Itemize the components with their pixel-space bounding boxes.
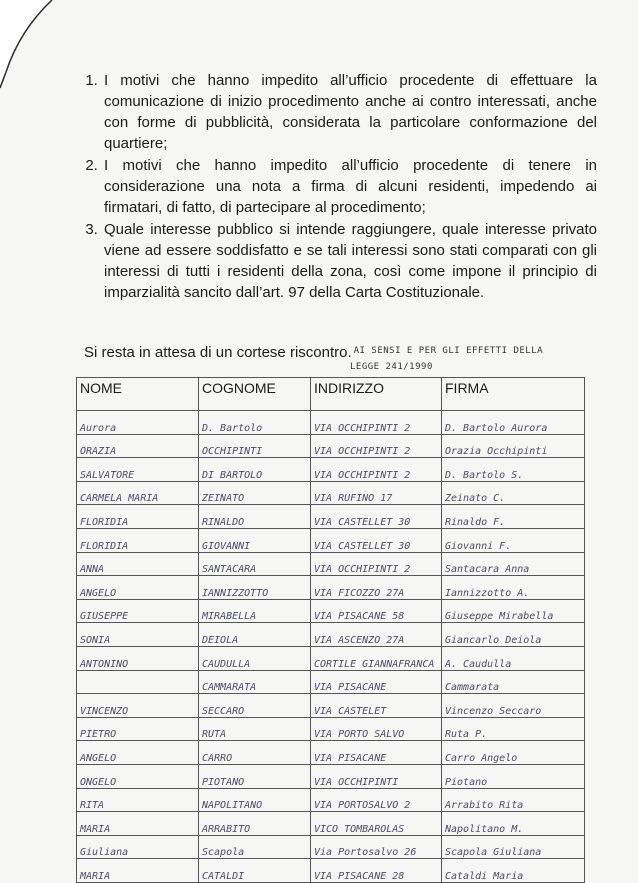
cell-cognome: Scapola	[199, 835, 311, 859]
cell-indirizzo: VIA CASTELLET 30	[311, 505, 442, 529]
cell-cognome: CARRO	[199, 741, 311, 765]
table-row	[77, 434, 585, 458]
cell-cognome: OCCHIPINTI	[199, 434, 311, 458]
cell-indirizzo: VIA PISACANE	[311, 670, 442, 694]
table-row	[77, 812, 585, 836]
table-row	[77, 505, 585, 529]
cell-cognome: PIOTANO	[199, 764, 311, 788]
cell-nome: ANNA	[77, 552, 199, 576]
cell-nome: MARIA	[77, 812, 199, 836]
cell-cognome: SANTACARA	[199, 552, 311, 576]
cell-firma: Piotano	[442, 764, 585, 788]
cell-cognome: DI BARTOLO	[199, 458, 311, 482]
cell-nome: PIETRO	[77, 717, 199, 741]
folded-corner	[0, 0, 90, 90]
cell-cognome: ZEINATO	[199, 481, 311, 505]
cell-cognome: RINALDO	[199, 505, 311, 529]
signature-rows	[77, 411, 585, 883]
cell-indirizzo: VIA CASTELET	[311, 694, 442, 718]
header-nome: NOME	[77, 378, 199, 411]
cell-indirizzo: VICO TOMBAROLAS	[311, 812, 442, 836]
cell-cognome: CAMMARATA	[199, 670, 311, 694]
cell-indirizzo: VIA PISACANE 58	[311, 599, 442, 623]
cell-nome: ANTONINO	[77, 646, 199, 670]
table-row	[77, 528, 585, 552]
table-row	[77, 694, 585, 718]
cell-nome: Aurora	[77, 411, 199, 435]
table-row	[77, 741, 585, 765]
table-row	[77, 599, 585, 623]
cell-indirizzo: CORTILE GIANNAFRANCA	[311, 646, 442, 670]
cell-indirizzo: VIA PISACANE 28	[311, 859, 442, 883]
cell-firma: D. Bartolo S.	[442, 458, 585, 482]
cell-nome: ANGELO	[77, 741, 199, 765]
cell-nome: FLORIDIA	[77, 505, 199, 529]
cell-indirizzo: VIA PISACANE	[311, 741, 442, 765]
cell-firma: Zeinato C.	[442, 481, 585, 505]
closing-text: Si resta in attesa di un cortese riscontro.	[84, 344, 352, 361]
cell-firma: D. Bartolo Aurora	[442, 411, 585, 435]
cell-cognome: CATALDI	[199, 859, 311, 883]
cell-indirizzo: VIA OCCHIPINTI 2	[311, 434, 442, 458]
cell-indirizzo: VIA OCCHIPINTI 2	[311, 458, 442, 482]
table-row	[77, 717, 585, 741]
cell-nome: ANGELO	[77, 576, 199, 600]
header-firma: FIRMA	[442, 378, 585, 411]
signature-table	[76, 377, 585, 883]
table-row	[77, 481, 585, 505]
cell-firma: Carro Angelo	[442, 741, 585, 765]
header-cognome: COGNOME	[199, 378, 311, 411]
cell-nome: ORAZIA	[77, 434, 199, 458]
handwritten-note-line1: AI SENSI E PER GLI EFFETTI DELLA	[353, 346, 544, 356]
table-row	[77, 835, 585, 859]
cell-nome: VINCENZO	[77, 694, 199, 718]
request-item-1: 1. I motivi che hanno impedito all’ufficio procedente di effettuare la comunicazione di inizio procedimento anche ai contro interessati, anche con forme di pubblicità, considerata la particolare conformazione del quartiere;	[102, 70, 597, 154]
cell-firma: Giovanni F.	[442, 528, 585, 552]
cell-nome: CARMELA MARIA	[77, 481, 199, 505]
cell-firma: A. Caudulla	[442, 646, 585, 670]
cell-firma: Santacara Anna	[442, 552, 585, 576]
table-row	[77, 646, 585, 670]
cell-nome: FLORIDIA	[77, 528, 199, 552]
cell-indirizzo: VIA PORTO SALVO	[311, 717, 442, 741]
cell-firma: Scapola Giuliana	[442, 835, 585, 859]
handwritten-note-line2: LEGGE 241/1990	[350, 362, 433, 372]
request-item-3: 3. Quale interesse pubblico si intende raggiungere, quale interesse privato viene ad essere soddisfatto e se tali interessi sono stati comparati con gli interessi di tutti i residenti della zona, così come impone il principio di imparzialità sancito dall’art. 97 della Carta Costituzionale.	[102, 219, 597, 303]
cell-indirizzo: VIA OCCHIPINTI 2	[311, 411, 442, 435]
cell-indirizzo: VIA OCCHIPINTI	[311, 764, 442, 788]
cell-cognome: DEIOLA	[199, 623, 311, 647]
cell-firma: Iannizzotto A.	[442, 576, 585, 600]
cell-firma: Giuseppe Mirabella	[442, 599, 585, 623]
cell-nome: SALVATORE	[77, 458, 199, 482]
table-row	[77, 670, 585, 694]
table-row	[77, 552, 585, 576]
cell-firma: Napolitano M.	[442, 812, 585, 836]
cell-cognome: RUTA	[199, 717, 311, 741]
cell-firma: Orazia Occhipinti	[442, 434, 585, 458]
cell-cognome: ARRABITO	[199, 812, 311, 836]
cell-nome: Giuliana	[77, 835, 199, 859]
table-row	[77, 764, 585, 788]
cell-cognome: NAPOLITANO	[199, 788, 311, 812]
cell-cognome: D. Bartolo	[199, 411, 311, 435]
request-list	[80, 70, 597, 304]
cell-cognome: SECCARO	[199, 694, 311, 718]
header-indirizzo: INDIRIZZO	[311, 378, 442, 411]
cell-nome	[77, 670, 199, 694]
cell-nome: MARIA	[77, 859, 199, 883]
cell-indirizzo: VIA ASCENZO 27A	[311, 623, 442, 647]
table-row	[77, 411, 585, 435]
cell-nome: SONIA	[77, 623, 199, 647]
table-header-row	[77, 378, 585, 411]
table-row	[77, 788, 585, 812]
cell-cognome: IANNIZZOTTO	[199, 576, 311, 600]
cell-firma: Vincenzo Seccaro	[442, 694, 585, 718]
cell-cognome: GIOVANNI	[199, 528, 311, 552]
table-row	[77, 576, 585, 600]
closing-line	[84, 344, 604, 361]
cell-nome: GIUSEPPE	[77, 599, 199, 623]
cell-firma: Arrabito Rita	[442, 788, 585, 812]
cell-indirizzo: VIA PORTOSALVO 2	[311, 788, 442, 812]
cell-nome: ONGELO	[77, 764, 199, 788]
cell-firma: Cataldi Maria	[442, 859, 585, 883]
cell-firma: Cammarata	[442, 670, 585, 694]
cell-firma: Ruta P.	[442, 717, 585, 741]
cell-indirizzo: VIA RUFINO 17	[311, 481, 442, 505]
cell-cognome: CAUDULLA	[199, 646, 311, 670]
cell-cognome: MIRABELLA	[199, 599, 311, 623]
request-item-2: 2. I motivi che hanno impedito all’ufficio procedente di tenere in considerazione una nota a firma di alcuni residenti, impedendo ai firmatari, di fatto, di partecipare al procedimento;	[102, 155, 597, 218]
table-row	[77, 623, 585, 647]
cell-firma: Giancarlo Deiola	[442, 623, 585, 647]
table-row	[77, 458, 585, 482]
cell-indirizzo: Via Portosalvo 26	[311, 835, 442, 859]
table-row	[77, 859, 585, 883]
cell-nome: RITA	[77, 788, 199, 812]
cell-firma: Rinaldo F.	[442, 505, 585, 529]
cell-indirizzo: VIA CASTELLET 30	[311, 528, 442, 552]
cell-indirizzo: VIA OCCHIPINTI 2	[311, 552, 442, 576]
cell-indirizzo: VIA FICOZZO 27A	[311, 576, 442, 600]
